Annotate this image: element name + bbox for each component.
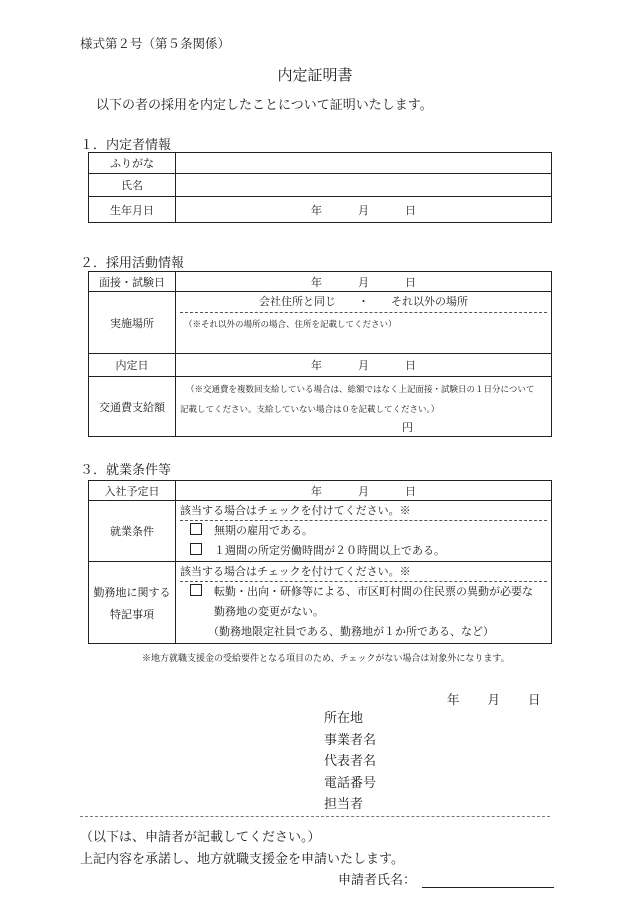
yen-unit: 円 — [402, 421, 413, 434]
applicant-name-row — [338, 869, 554, 888]
transport-note-1: （※交通費を複数回支給している場合は、総額ではなく上記面接・試験日の１日分について — [186, 385, 535, 395]
workplace-label — [89, 562, 176, 644]
year-unit: 年 — [311, 275, 322, 289]
year-unit: 年 — [311, 484, 322, 498]
birthdate-label: 生年月日 — [89, 197, 176, 223]
checkbox[interactable] — [190, 584, 202, 596]
workplace-item[interactable] — [176, 582, 551, 602]
applicant-name-field[interactable] — [422, 874, 554, 888]
month-unit: 月 — [358, 275, 369, 289]
interview-date-label: 面接・試験日 — [89, 272, 176, 292]
year-unit: 年 — [447, 692, 460, 707]
checkbox[interactable] — [190, 523, 202, 535]
workplace-item-text-1: 転勤・出向・研修等による、市区町村間の住民票の異動が必要な — [214, 585, 533, 598]
name-label: 氏名 — [89, 174, 176, 197]
offer-date-field[interactable] — [176, 354, 552, 377]
name-field[interactable] — [176, 174, 552, 197]
employment-conditions-table — [88, 480, 552, 644]
furigana-field[interactable] — [176, 153, 552, 174]
page-title: 内定証明書 — [277, 66, 353, 84]
employer-block — [324, 708, 376, 816]
venue-label: 実施場所 — [89, 292, 176, 354]
workplace-field — [176, 562, 552, 644]
conditions-field — [176, 501, 552, 562]
month-unit: 月 — [358, 484, 369, 498]
furigana-label: ふりがな — [89, 153, 176, 174]
workplace-label-line1: 勤務地に関する — [93, 585, 171, 599]
year-unit: 年 — [311, 359, 322, 372]
divider — [80, 816, 550, 817]
applicant-name-label: 申請者氏名： — [338, 873, 417, 888]
birthdate-field[interactable] — [176, 197, 552, 223]
start-date-field[interactable] — [176, 481, 552, 501]
section2-heading: ２．採用活動情報 — [80, 256, 185, 271]
footnote: ※地方就職支援金の受給要件となる項目のため、チェックがない場合は対象外になります。 — [142, 654, 510, 664]
conditions-instruction: 該当する場合はチェックを付けてください。※ — [180, 504, 411, 517]
workplace-instruction: 該当する場合はチェックを付けてください。※ — [180, 565, 411, 578]
employer-phone-label: 電話番号 — [324, 775, 377, 791]
transport-field[interactable] — [176, 377, 552, 437]
signature-date — [447, 690, 541, 708]
month-unit: 月 — [358, 203, 369, 217]
day-unit: 日 — [405, 275, 416, 289]
employer-contact-label: 担当者 — [324, 797, 364, 812]
day-unit: 日 — [528, 692, 541, 707]
applicant-consent: 上記内容を承諾し、地方就職支援金を申請いたします。 — [80, 852, 404, 867]
conditions-label: 就業条件 — [89, 501, 176, 562]
venue-field[interactable] — [176, 292, 552, 354]
section1-heading: １．内定者情報 — [80, 138, 172, 153]
condition-item-1[interactable] — [176, 521, 551, 541]
transport-label: 交通費支給額 — [89, 377, 176, 437]
venue-note: （※それ以外の場所の場合、住所を記載してください） — [184, 320, 397, 330]
workplace-label-line2: 特記事項 — [110, 607, 154, 621]
transport-note-2: 記載してください。支給していない場合は０を記載してください。） — [180, 405, 440, 415]
start-date-label: 入社予定日 — [89, 481, 176, 501]
year-unit: 年 — [311, 203, 322, 217]
recruitment-info-table — [88, 271, 552, 437]
intro-text: 以下の者の採用を内定したことについて証明いたします。 — [96, 98, 433, 113]
employer-address-label: 所在地 — [324, 711, 364, 726]
section3-heading: ３．就業条件等 — [80, 463, 172, 478]
form-number: 様式第２号（第５条関係） — [80, 36, 231, 51]
employer-representative-label: 代表者名 — [324, 754, 377, 769]
venue-options[interactable]: 会社住所と同じ ・ それ以外の場所 — [259, 295, 468, 308]
day-unit: 日 — [405, 359, 416, 372]
day-unit: 日 — [405, 484, 416, 498]
employer-company-label: 事業者名 — [324, 732, 377, 748]
workplace-item-text-2: 勤務地の変更がない。 — [214, 605, 324, 618]
checkbox[interactable] — [190, 543, 202, 555]
workplace-example: （勤務地限定社員である、勤務地が１か所である、など） — [208, 625, 494, 638]
applicant-info-table — [88, 152, 552, 223]
interview-date-field[interactable] — [176, 272, 552, 292]
month-unit: 月 — [358, 359, 369, 372]
applicant-instruction: （以下は、申請者が記載してください。） — [80, 830, 321, 845]
month-unit: 月 — [487, 692, 501, 707]
condition-1-text: 無期の雇用である。 — [214, 524, 313, 537]
condition-item-2[interactable] — [176, 541, 551, 561]
offer-date-label: 内定日 — [89, 354, 176, 377]
day-unit: 日 — [405, 203, 416, 217]
condition-2-text: １週間の所定労働時間が２０時間以上である。 — [214, 544, 445, 557]
